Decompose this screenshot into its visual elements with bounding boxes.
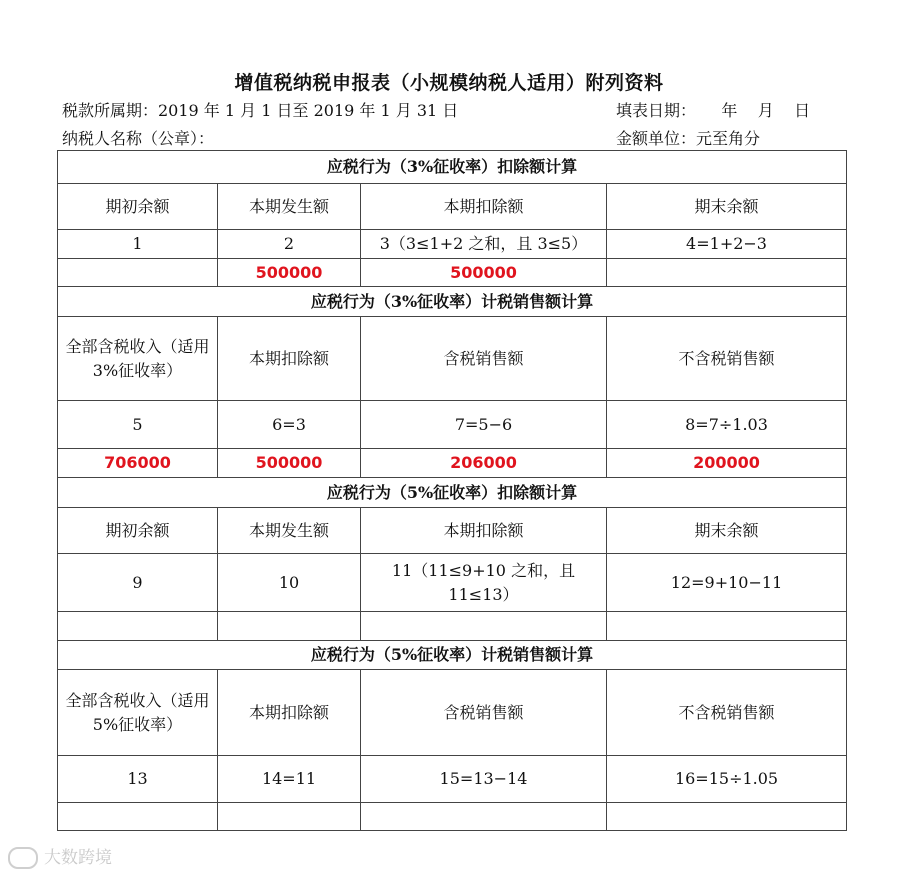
value-cell[interactable]: 200000 — [607, 449, 847, 478]
value-cell[interactable] — [607, 612, 847, 641]
value-cell[interactable] — [361, 803, 607, 831]
formula-row — [58, 230, 847, 259]
column-header: 本期扣除额 — [361, 184, 607, 230]
value-cell[interactable]: 206000 — [361, 449, 607, 478]
formula-cell: 15=13−14 — [361, 756, 607, 803]
formula-cell: 8=7÷1.03 — [607, 401, 847, 449]
formula-cell: 1 — [58, 230, 218, 259]
formula-cell: 14=11 — [218, 756, 361, 803]
column-header: 含税销售额 — [361, 670, 607, 756]
section-row — [58, 641, 847, 670]
column-header: 含税销售额 — [361, 317, 607, 401]
section-heading: 应税行为（3%征收率）计税销售额计算 — [58, 287, 847, 317]
column-header: 期末余额 — [607, 184, 847, 230]
value-cell[interactable] — [58, 803, 218, 831]
column-header: 本期扣除额 — [218, 317, 361, 401]
value-cell[interactable]: 500000 — [218, 259, 361, 287]
formula-row — [58, 756, 847, 803]
value-cell[interactable] — [218, 612, 361, 641]
column-header: 全部含税收入（适用 3%征收率） — [58, 317, 218, 401]
header-row — [58, 670, 847, 756]
watermark-text: 大数跨境 — [44, 848, 112, 868]
deduction-table — [57, 150, 847, 831]
formula-cell: 13 — [58, 756, 218, 803]
watermark — [8, 843, 112, 869]
value-cell[interactable]: 500000 — [361, 259, 607, 287]
formula-cell: 12=9+10−11 — [607, 554, 847, 612]
fill-date: 填表日期： 年 月 日 — [616, 101, 811, 120]
column-header: 不含税销售额 — [607, 670, 847, 756]
value-cell[interactable]: 500000 — [218, 449, 361, 478]
formula-cell: 10 — [218, 554, 361, 612]
formula-row — [58, 554, 847, 612]
formula-cell: 11（11≤9+10 之和，且 11≤13） — [361, 554, 607, 612]
column-header: 期初余额 — [58, 184, 218, 230]
column-header: 本期扣除额 — [218, 670, 361, 756]
value-cell[interactable] — [218, 803, 361, 831]
form-title: 增值税纳税申报表（小规模纳税人适用）附列资料 — [234, 72, 664, 94]
value-row — [58, 259, 847, 287]
formula-cell: 7=5−6 — [361, 401, 607, 449]
column-header: 本期发生额 — [218, 184, 361, 230]
formula-cell: 5 — [58, 401, 218, 449]
formula-cell: 6=3 — [218, 401, 361, 449]
formula-row — [58, 401, 847, 449]
formula-cell: 2 — [218, 230, 361, 259]
amount-unit: 金额单位：元至角分 — [616, 129, 761, 148]
header-row — [58, 317, 847, 401]
value-row — [58, 612, 847, 641]
header-row — [58, 508, 847, 554]
section-heading: 应税行为（3%征收率）扣除额计算 — [58, 151, 847, 184]
formula-cell: 9 — [58, 554, 218, 612]
section-row — [58, 287, 847, 317]
header-row — [58, 184, 847, 230]
section-heading: 应税行为（5%征收率）扣除额计算 — [58, 478, 847, 508]
column-header: 本期扣除额 — [361, 508, 607, 554]
column-header: 全部含税收入（适用 5%征收率） — [58, 670, 218, 756]
column-header: 期末余额 — [607, 508, 847, 554]
section-heading: 应税行为（5%征收率）计税销售额计算 — [58, 641, 847, 670]
formula-cell: 16=15÷1.05 — [607, 756, 847, 803]
value-cell[interactable]: 706000 — [58, 449, 218, 478]
column-header: 本期发生额 — [218, 508, 361, 554]
value-row — [58, 803, 847, 831]
value-cell[interactable] — [58, 259, 218, 287]
tax-period: 税款所属期：2019 年 1 月 1 日至 2019 年 1 月 31 日 — [62, 101, 459, 120]
formula-cell: 3（3≤1+2 之和，且 3≤5） — [361, 230, 607, 259]
value-cell[interactable] — [607, 803, 847, 831]
brand-logo-icon — [8, 847, 38, 869]
section-row — [58, 478, 847, 508]
column-header: 期初余额 — [58, 508, 218, 554]
column-header: 不含税销售额 — [607, 317, 847, 401]
section-row — [58, 151, 847, 184]
value-cell[interactable] — [361, 612, 607, 641]
value-row — [58, 449, 847, 478]
formula-cell: 4=1+2−3 — [607, 230, 847, 259]
taxpayer-name-label: 纳税人名称（公章）： — [62, 129, 215, 148]
value-cell[interactable] — [607, 259, 847, 287]
value-cell[interactable] — [58, 612, 218, 641]
